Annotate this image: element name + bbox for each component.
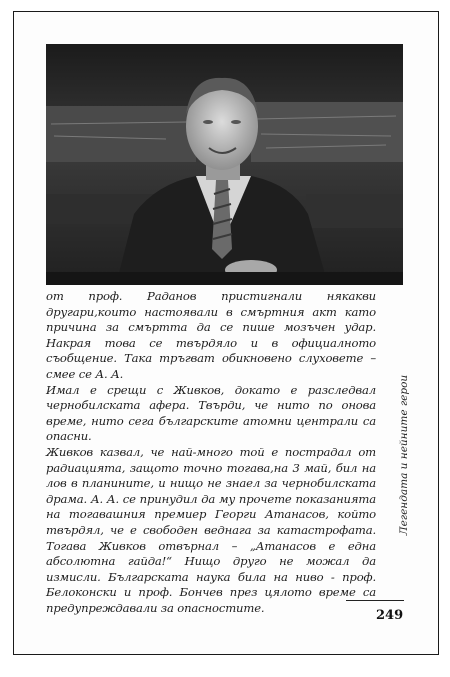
article-text xyxy=(46,289,376,616)
paragraph: от проф. Раданов пристигнали някакви другари,които настоявали в смъртния акт като причина за смъртта да се пише мозъчен удар. Накрая това се твърдяло и в официалното съобщение. Така тръгват обикновено слуховете – смее се А. А. xyxy=(46,289,376,381)
portrait-photo xyxy=(46,44,403,285)
portrait-illustration xyxy=(46,44,403,285)
footer-rule xyxy=(346,600,404,601)
running-title-text: Легендата и нейните герои xyxy=(398,374,411,535)
book-page xyxy=(13,11,439,655)
running-title xyxy=(395,312,413,597)
paragraph: Живков казвал, че най-много той е пострадал от радиацията, защото точно тогава,на 3 май, бил на лов в планините, и нищо не знаел за чернобилската драма. А. А. се принудил да му прочете показанията на тогавашния премиер Георги Атанасов, който твърдял, че е свободен веднага за катастрофата. Тогава Живков отвърнал – „Атанасов е една абсолютна гайда!“ Нищо друго не можал да измисли. Българската наука била на ниво - проф. Белоконски и проф. Бончев през цялото време са предупреждавали за опасностите. xyxy=(46,444,376,615)
page-number: 249 xyxy=(376,608,404,623)
paragraph: Имал е срещи с Живков, докато е разследвал чернобилската афера. Твърди, че нито по онова време, нито сега българските атомни централи са опасни. xyxy=(46,382,376,444)
